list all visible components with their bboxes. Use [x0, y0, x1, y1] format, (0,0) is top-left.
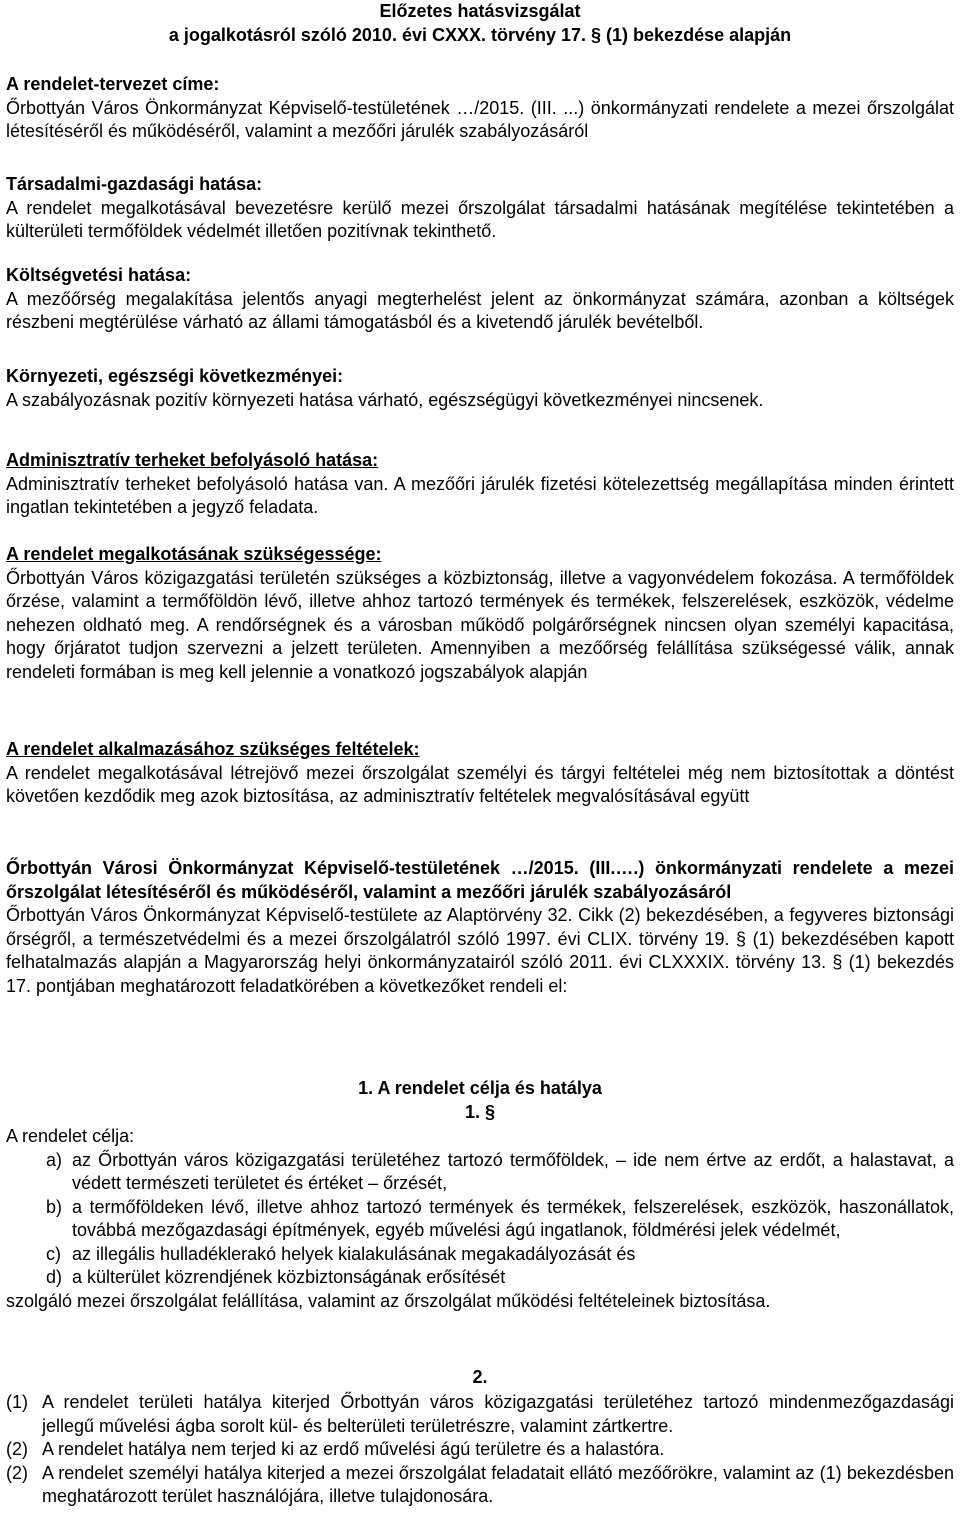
- decree-block: [6, 857, 954, 998]
- document-title: Előzetes hatásvizsgálat: [379, 1, 581, 21]
- section-text: Adminisztratív terheket befolyásoló hatása van. A mezőőri járulék fizetési kötelezettség megállapítása minden érintett ingatlan tekintetében a jegyző feladata.: [6, 473, 954, 517]
- section-conditions: [6, 738, 954, 809]
- paragraph-marker: (1): [6, 1392, 28, 1412]
- section-outro: szolgáló mezei őrszolgálat felállítása, valamint az őrszolgálat működési feltételeinek biztosítása.: [6, 1290, 771, 1311]
- section-text: A rendelet megalkotásával létrejövő mezei őrszolgálat személyi és tárgyi feltételei még nem biztosítottak a döntést követően kezdődik meg azok biztosítása, az adminisztratív feltételek megvalósításával együtt: [6, 762, 954, 806]
- chapter-title: 1. A rendelet célja és hatálya: [358, 1078, 602, 1098]
- paragraph-text: A rendelet személyi hatálya kiterjed a mezei őrszolgálat feladatait ellátó mezőőrökre, valamint az (1) bekezdésben meghatározott terület használójára, illetve tulajdonosára.: [42, 1462, 954, 1506]
- list-text: az Őrbottyán város közigazgatási területéhez tartozó termőföldek, – ide nem értve az erdőt, a halastavat, a védett természeti területet és értéket – őrzését,: [72, 1149, 954, 1193]
- list-marker: a): [46, 1149, 63, 1170]
- section-social-impact: [6, 173, 954, 244]
- purpose-list: [6, 1149, 954, 1290]
- paragraph-marker: (2): [6, 1439, 28, 1459]
- document-header: [6, 0, 954, 47]
- section-environment: [6, 365, 954, 412]
- list-item: [46, 1149, 954, 1196]
- section-heading: A rendelet-tervezet címe:: [6, 74, 220, 94]
- section-admin-burden: [6, 449, 954, 520]
- section-text: A mezőőrség megalakítása jelentős anyagi megterhelést jelent az önkormányzat számára, azonban a költségek részbeni megtérülése várható az állami támogatásból és a kivetendő járulék bevételből.: [6, 288, 954, 332]
- section-text: Őrbottyán Város Önkormányzat Képviselő-testületének …/2015. (III. ...) önkormányzati rendelete a mezei őrszolgálat létesítéséről és működéséről, valamint a mezőőri járulék szabályozásáról: [6, 97, 954, 141]
- list-item: [46, 1196, 954, 1243]
- section-heading: Adminisztratív terheket befolyásoló hatása:: [6, 450, 379, 470]
- list-marker: c): [46, 1243, 61, 1264]
- list-text: a külterület közrendjének közbiztonságának erősítését: [72, 1267, 506, 1287]
- section-heading: Költségvetési hatása:: [6, 265, 192, 285]
- section-text: A szabályozásnak pozitív környezeti hatása várható, egészségügyi következményei nincsenek.: [6, 389, 764, 410]
- section-heading: A rendelet megalkotásának szükségessége:: [6, 544, 382, 564]
- section-heading: Társadalmi-gazdasági hatása:: [6, 174, 263, 194]
- section-number: 2.: [472, 1367, 488, 1387]
- list-item: [46, 1266, 954, 1290]
- list-text: az illegális hulladéklerakó helyek kialakulásának megakadályozását és: [72, 1243, 636, 1264]
- section-heading: A rendelet alkalmazásához szükséges feltételek:: [6, 739, 420, 759]
- section-text: Őrbottyán Város közigazgatási területén szükséges a közbiztonság, illetve a vagyonvédelem fokozása. A termőföldek őrzése, valamint a termőföldön lévő, illetve ahhoz tartozó termények és termékek, felszerelések, eszközök, védelme nehezen oldható meg. A rendőrségnek és a városban működő polgárőrségnek nincsen olyan személyi kapacitása, hogy őrjáratot tudjon szervezni a jelzett területen. Amennyiben a mezőőrség felállítása szükségessé válik, annak rendeleti formában is meg kell jelennie a vonatkozó jogszabályok alapján: [6, 567, 954, 682]
- section-1-body: [6, 1125, 954, 1313]
- section-2-body: [6, 1391, 954, 1509]
- decree-preamble: Őrbottyán Város Önkormányzat Képviselő-testülete az Alaptörvény 32. Cikk (2) bekezdésében, a fegyveres biztonsági őrségről, a természetvédelmi és a mezei őrszolgálatról szóló 1997. évi CLIX. törvény 19. § (1) bekezdésében kapott felhatalmazás alapján a Magyarország helyi önkormányzatairól szóló 2011. évi CLXXXIX. törvény 13. § (1) bekezdés 17. pontjában meghatározott feladatkörében a következőket rendeli el:: [6, 905, 954, 996]
- section-heading: Környezeti, egészségi következményei:: [6, 366, 344, 386]
- list-marker: d): [46, 1267, 63, 1287]
- section-necessity: [6, 543, 954, 684]
- list-item: [46, 1243, 954, 1267]
- paragraph-text: A rendelet területi hatálya kiterjed Őrbottyán város közigazgatási területéhez tartozó mindenmezőgazdasági jellegű művelési ágba sorolt kül- és belterületi területrészre, valamint zártkertre.: [42, 1392, 954, 1436]
- section-intro: A rendelet célja:: [6, 1126, 135, 1146]
- paragraph-item: [6, 1391, 954, 1438]
- section-draft-title: [6, 73, 954, 144]
- list-marker: b): [46, 1196, 63, 1217]
- decree-title: Őrbottyán Városi Önkormányzat Képviselő-testületének …/2015. (III.….) önkormányzati rendelete a mezei őrszolgálat létesítéséről és működéséről, valamint a mezőőri járulék szabályozásáról: [6, 858, 954, 902]
- paragraph-item: [6, 1438, 954, 1462]
- document-subtitle: a jogalkotásról szóló 2010. évi CXXX. törvény 17. § (1) bekezdése alapján: [168, 24, 792, 45]
- paragraph-text: A rendelet hatálya nem terjed ki az erdő művelési ágú területre és a halastóra.: [42, 1439, 665, 1459]
- section-number: 1. §: [464, 1102, 496, 1122]
- section-budget-impact: [6, 264, 954, 335]
- list-text: a termőföldeken lévő, illetve ahhoz tartozó termények és termékek, felszerelések, eszközök, haszonállatok, továbbá mezőgazdasági építmények, egyéb művelési ágú ingatlanok, földmérési jelek védelmét,: [72, 1196, 954, 1240]
- paragraph-item: [6, 1462, 954, 1509]
- section-text: A rendelet megalkotásával bevezetésre kerülő mezei őrszolgálat társadalmi hatásának megítélése tekintetében a külterületi termőföldek védelmét illetően pozitívnak tekinthető.: [6, 197, 954, 241]
- paragraph-marker: (2): [6, 1462, 28, 1483]
